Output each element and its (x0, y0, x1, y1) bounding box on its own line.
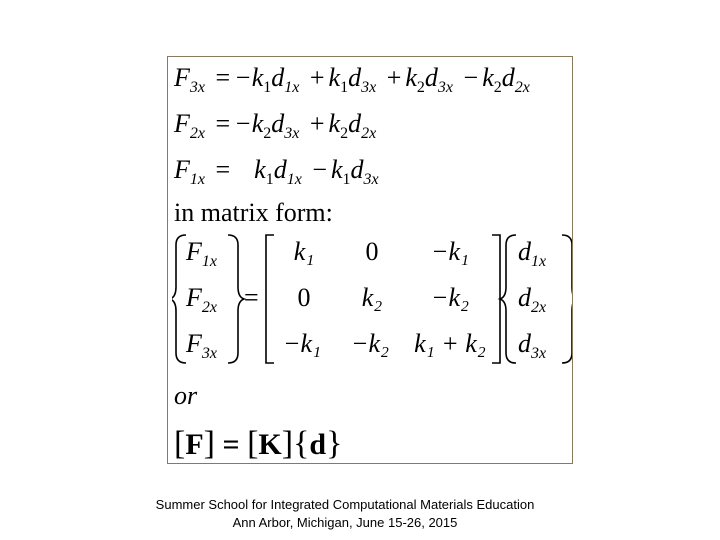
term: d (348, 63, 362, 92)
equals-sign: = (215, 109, 231, 138)
left-brace-2 (500, 235, 516, 363)
displacement-vector-entry: $d_{3x}$ (518, 329, 547, 362)
equation-f3x (174, 63, 530, 96)
subscript: 3x (437, 79, 454, 96)
term: k (328, 109, 341, 138)
left-bracket: [ (247, 425, 259, 462)
displacement-vector-entry: $d_{1x}$ (518, 237, 547, 270)
left-bracket: [ (174, 425, 186, 462)
subscript: 1x (284, 79, 300, 96)
operator: + (309, 63, 325, 92)
lhs-symbol: F (174, 155, 190, 184)
stiffness-cell: 0 (297, 283, 311, 312)
equals-sign: = (222, 428, 240, 461)
subscript: 2 (263, 125, 272, 142)
equation-f1x (174, 155, 379, 188)
force-vector-entry: $F_{3x}$ (186, 329, 217, 362)
subscript: 3x (284, 125, 300, 142)
right-bracket: ] (281, 425, 294, 462)
left-brace: { (293, 425, 310, 462)
lhs-subscript: 2x (189, 125, 205, 142)
term: k (254, 155, 266, 184)
left-square-bracket (266, 235, 274, 363)
subscript: 1 (342, 171, 351, 188)
lhs-subscript: 3x (189, 79, 205, 96)
stiffness-cell: −k₂ (350, 329, 390, 358)
equals-sign: = (215, 155, 231, 184)
term: d (350, 155, 364, 184)
subscript: 3x (363, 171, 379, 188)
right-brace: } (326, 425, 343, 462)
stiffness-cell: k₁ + k₂ (414, 329, 486, 358)
displacement-symbol: d (309, 428, 327, 461)
stiffness-cell: −k₂ (430, 283, 470, 312)
operator: + (386, 63, 402, 92)
subscript: 2 (416, 79, 425, 96)
stiffness-cell: 0 (365, 237, 379, 266)
matrix-equation (172, 233, 572, 365)
operator: − (463, 63, 479, 92)
operator: − (312, 155, 327, 184)
term: d (348, 109, 362, 138)
stiffness-cell: k₂ (361, 283, 383, 312)
compact-matrix-equation (174, 425, 342, 463)
force-vector-entry: $F_{1x}$ (186, 237, 217, 270)
subscript: 1x (286, 171, 302, 188)
stiffness-cell: −k₁ (282, 329, 322, 358)
subscript: 1 (340, 79, 349, 96)
subscript: 2 (340, 125, 349, 142)
term: d (271, 109, 285, 138)
stiffness-cell: −k₁ (430, 237, 470, 266)
equation-panel (167, 56, 573, 464)
subscript: 2x (514, 79, 530, 96)
footer-line-1: Summer School for Integrated Computational Materials Education (155, 497, 535, 512)
term: d (271, 63, 285, 92)
equals-sign: = (215, 63, 231, 92)
subscript: 3x (361, 79, 377, 96)
term: k (328, 63, 341, 92)
lhs-symbol: F (174, 63, 190, 92)
subscript: 1 (265, 171, 274, 188)
term: d (501, 63, 515, 92)
operator: + (309, 109, 325, 138)
term: −k (234, 109, 264, 138)
force-symbol: F (185, 428, 204, 461)
term: d (424, 63, 438, 92)
term: k (482, 63, 494, 92)
force-vector-entry: $F_{2x}$ (186, 283, 217, 316)
right-brace (228, 235, 244, 363)
equation-f2x (174, 109, 377, 142)
matrix-equals-sign: = (244, 283, 259, 312)
lhs-subscript: 1x (189, 171, 205, 188)
footer-line-2: Ann Arbor, Michigan, June 15-26, 2015 (232, 515, 458, 530)
or-text: or (174, 381, 198, 410)
subscript: 1 (263, 79, 272, 96)
stiffness-cell: k₁ (293, 237, 315, 266)
matrix-heading: in matrix form: (174, 198, 333, 227)
term: −k (234, 63, 264, 92)
lhs-symbol: F (174, 109, 190, 138)
subscript: 2x (361, 125, 377, 142)
term: k (405, 63, 417, 92)
term: d (273, 155, 287, 184)
right-bracket: ] (203, 425, 215, 462)
subscript: 2 (493, 79, 502, 96)
displacement-vector-entry: $d_{2x}$ (518, 283, 547, 316)
right-brace-2 (562, 235, 572, 363)
term: k (331, 155, 343, 184)
left-brace (172, 235, 186, 363)
stiffness-symbol: K (258, 428, 282, 461)
